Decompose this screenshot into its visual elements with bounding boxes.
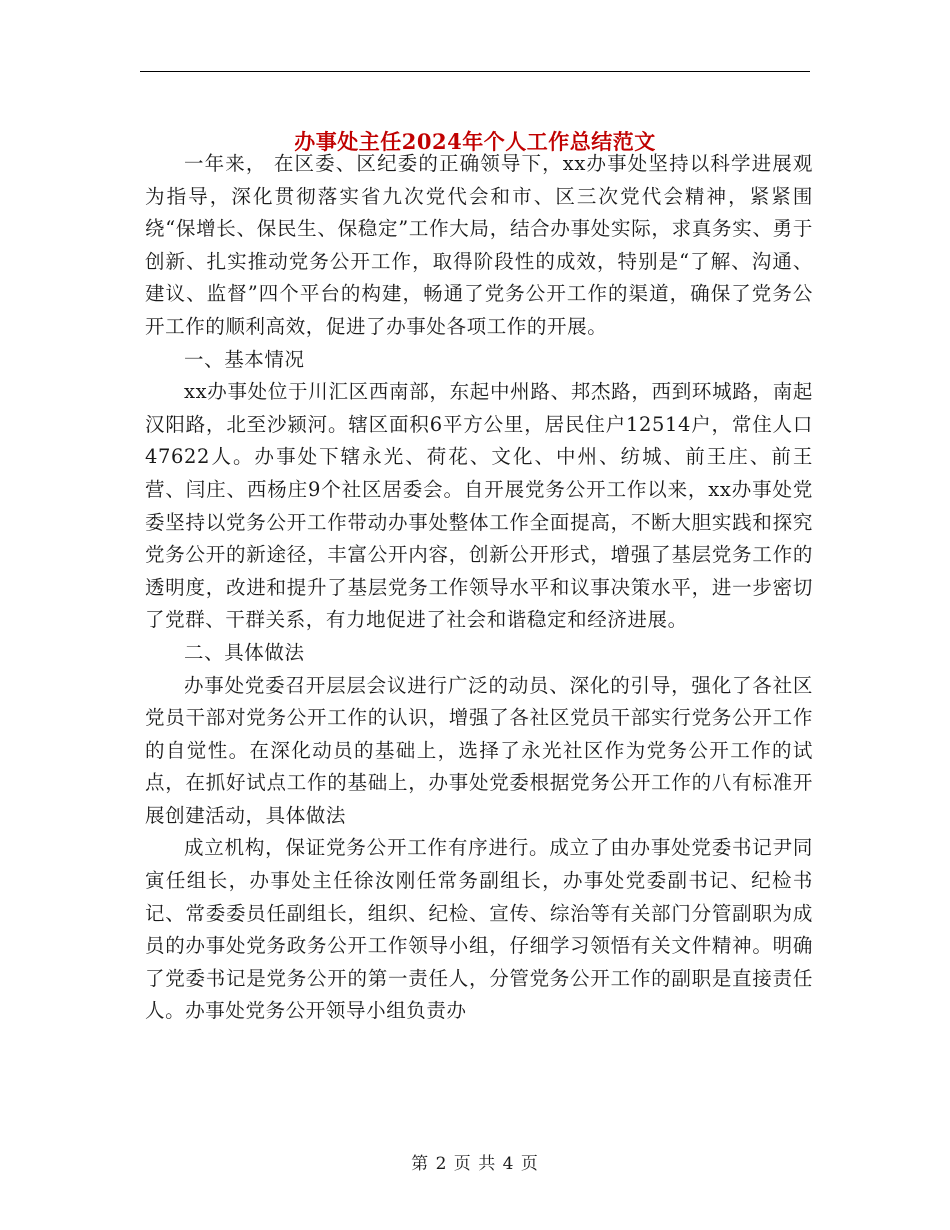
- heading-specific-practices: 二、具体做法: [184, 640, 305, 664]
- heading-basic-situation: 一、基本情况: [184, 347, 305, 371]
- page-number: 第 2 页 共 4 页: [411, 1154, 539, 1174]
- document-title: 办事处主任2024年个人工作总结范文: [294, 129, 656, 155]
- paragraph-intro: 一年来， 在区委、区纪委的正确领导下，xx办事处坚持以科学进展观为指导，深化贯彻落实省九次党代会和市、区三次党代会精神，紧紧围绕“保增长、保民生、保稳定”工作大局，结合办事处实际，求真务实、勇于创新、扎实推动党务公开工作，取得阶段性的成效，特别是“了解、沟通、建议、监督”四个平台的构建，畅通了党务公开工作的渠道，确保了党务公开工作的顺利高效，促进了办事处各项工作的开展。: [145, 152, 813, 338]
- header-rule: [140, 71, 810, 72]
- document-body: [145, 148, 813, 1028]
- paragraph-mobilization: 办事处党委召开层层会议进行广泛的动员、深化的引导，强化了各社区党员干部对党务公开工作的认识，增强了各社区党员干部实行党务公开工作的自觉性。在深化动员的基础上，选择了永光社区作为党务公开工作的试点，在抓好试点工作的基础上，办事处党委根据党务公开工作的八有标准开展创建活动，具体做法: [145, 673, 813, 827]
- paragraph-organization: 成立机构，保证党务公开工作有序进行。成立了由办事处党委书记尹同寅任组长，办事处主任徐汝刚任常务副组长，办事处党委副书记、纪检书记、常委委员任副组长，组织、纪检、宣传、综治等有关部门分管副职为成员的办事处党务政务公开工作领导小组，仔细学习领悟有关文件精神。明确了党委书记是党务公开的第一责任人，分管党务公开工作的副职是直接责任人。办事处党务公开领导小组负责办: [145, 836, 813, 1023]
- paragraph-basic-situation: xx办事处位于川汇区西南部，东起中州路、邦杰路，西到环城路，南起汉阳路，北至沙颍河。辖区面积6平方公里，居民住户12514户，常住人口47622人。办事处下辖永光、荷花、文化、中州、纺城、前王庄、前王营、闫庄、西杨庄9个社区居委会。自开展党务公开工作以来，xx办事处党委坚持以党务公开工作带动办事处整体工作全面提高，不断大胆实践和探究党务公开的新途径，丰富公开内容，创新公开形式，增强了基层党务工作的透明度，改进和提升了基层党务工作领导水平和议事决策水平，进一步密切了党群、干群关系，有力地促进了社会和谐稳定和经济进展。: [145, 380, 813, 632]
